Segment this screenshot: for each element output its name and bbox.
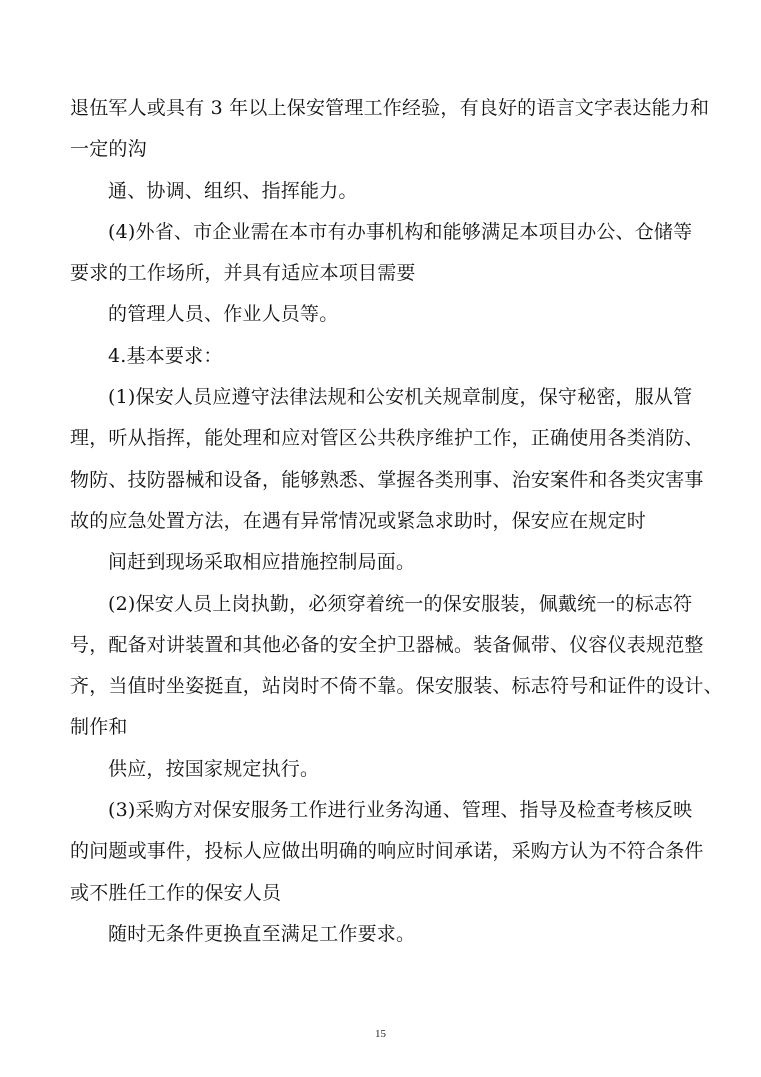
text-line: 或不胜任工作的保安人员 (70, 881, 282, 904)
text-line: 通、协调、组织、指挥能力。 (108, 179, 358, 202)
text-line: (1)保安人员应遵守法律法规和公安机关规章制度，保守秘密，服从管 (108, 386, 693, 409)
text-line: 物防、技防器械和设备，能够熟悉、掌握各类刑事、治安案件和各类灾害事 (70, 468, 704, 491)
text-line: 退伍军人或具有 3 年以上保安管理工作经验，有良好的语言文字表达能力和 (70, 97, 710, 119)
text-line: 间赶到现场采取相应措施控制局面。 (108, 551, 416, 574)
text-line: (4)外省、市企业需在本市有办事机构和能够满足本项目办公、仓储等 (108, 220, 693, 243)
text-line: (2)保安人员上岗执勤，必须穿着统一的保安服装，佩戴统一的标志符 (108, 592, 693, 615)
text-line: 一定的沟 (70, 138, 147, 161)
text-line: 故的应急处置方法，在遇有异常情况或紧急求助时，保安应在规定时 (70, 509, 647, 532)
text-line: 要求的工作场所，并具有适应本项目需要 (70, 262, 416, 285)
text-line: 的问题或事件，投标人应做出明确的响应时间承诺，采购方认为不符合条件 (70, 840, 704, 863)
text-line: 号，配备对讲装置和其他必备的安全护卫器械。装备佩带、仪容仪表规范整 (70, 633, 704, 656)
text-line: (3)采购方对保安服务工作进行业务沟通、管理、指导及检查考核反映 (108, 799, 693, 822)
page-number: 15 (375, 1028, 386, 1040)
section-heading: 4.基本要求： (108, 344, 223, 367)
text-line: 齐，当值时坐姿挺直，站岗时不倚不靠。保安服装、标志符号和证件的设计、 (70, 675, 723, 698)
text-line: 制作和 (70, 716, 128, 739)
text-line: 供应，按国家规定执行。 (108, 757, 320, 780)
text-line: 理，听从指挥，能处理和应对管区公共秩序维护工作，正确使用各类消防、 (70, 427, 704, 450)
body-text (70, 94, 723, 961)
text-line: 的管理人员、作业人员等。 (108, 303, 339, 326)
text-line: 随时无条件更换直至满足工作要求。 (108, 922, 416, 945)
